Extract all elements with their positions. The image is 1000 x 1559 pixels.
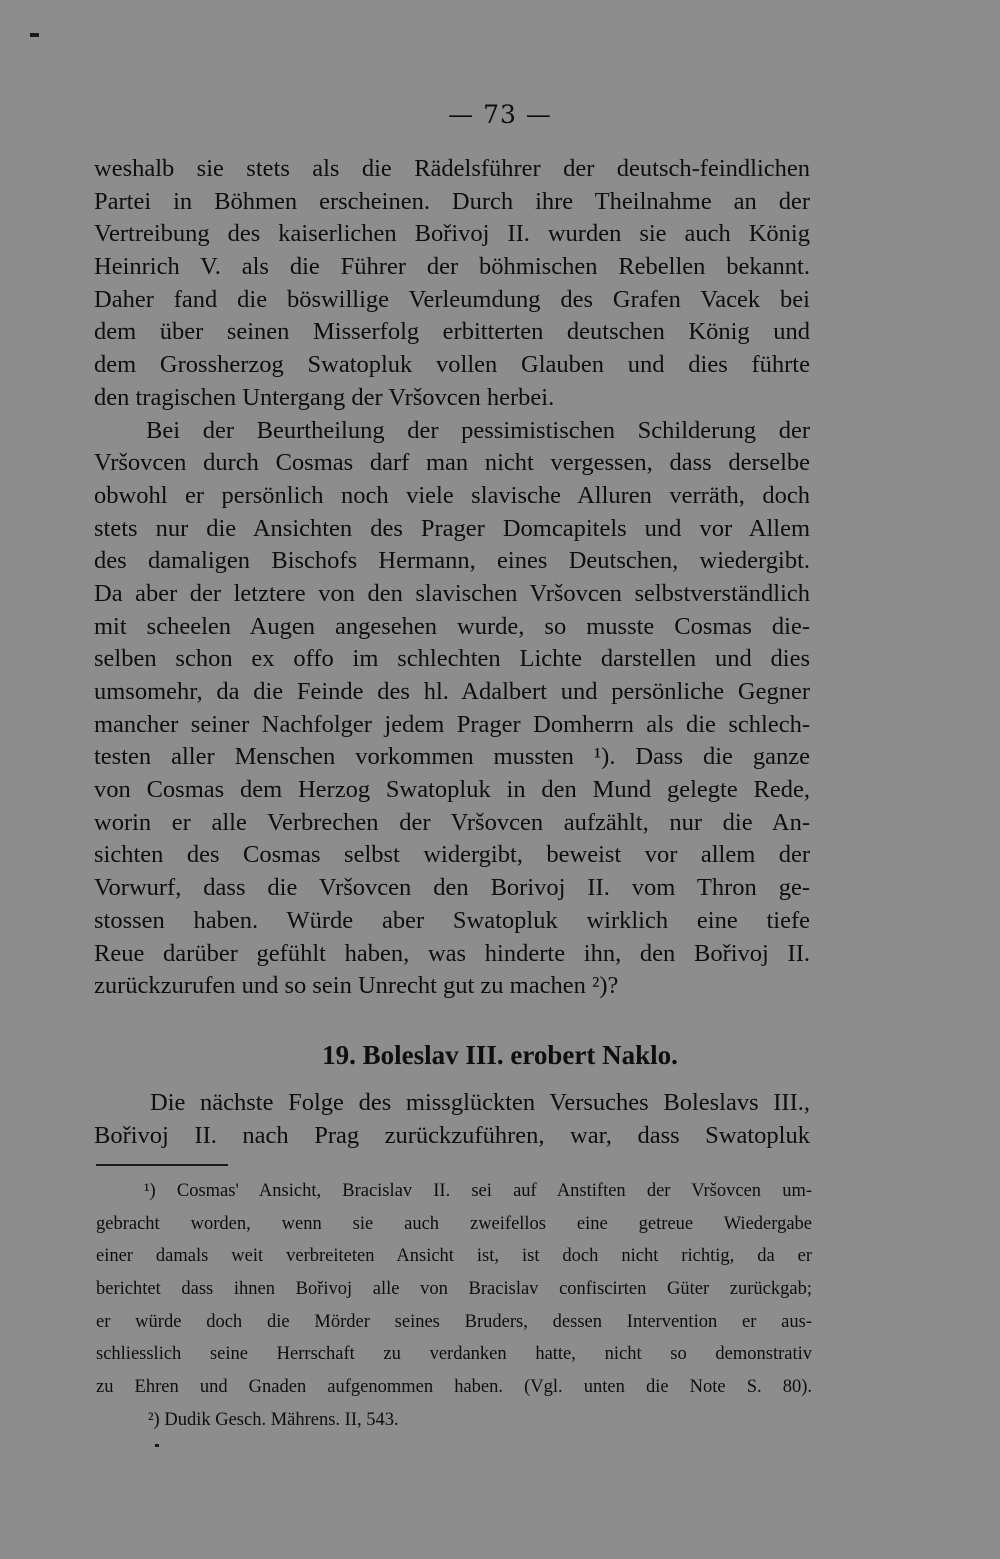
text-line: Reue darüber gefühlt haben, was hinderte ihn, den Bořivoj II. bbox=[94, 939, 810, 967]
page-number: — 73 — bbox=[448, 100, 552, 129]
text-line: Daher fand die böswillige Verleumdung des Grafen Vacek bei bbox=[94, 285, 810, 313]
footnote-divider bbox=[96, 1164, 228, 1166]
footnote-2 bbox=[96, 1407, 812, 1434]
text-line: umsomehr, da die Feinde des hl. Adalbert und persönliche Gegner bbox=[94, 678, 810, 705]
scan-speck bbox=[155, 1444, 159, 1447]
main-text bbox=[94, 153, 810, 1003]
text-line: zurückzurufen und so sein Unrecht gut zu machen ²)? bbox=[94, 972, 619, 1000]
text-line: Vorwurf, dass die Vršovcen den Borivoj II. vom Thron ge- bbox=[94, 874, 810, 902]
footnote-line: zu Ehren und Gnaden aufgenommen haben. (Vgl. unten die Note S. 80). bbox=[96, 1377, 812, 1398]
footnote-line: einer damals weit verbreiteten Ansicht ist, ist doch nicht richtig, da er bbox=[96, 1246, 812, 1267]
footnote-line: ²) Dudik Gesch. Mährens. II, 543. bbox=[148, 1409, 399, 1430]
text-line: Vršovcen durch Cosmas darf man nicht vergessen, dass derselbe bbox=[94, 449, 810, 477]
text-line: weshalb sie stets als die Rädelsführer der deutsch-feindlichen bbox=[94, 155, 810, 182]
footnote-1 bbox=[96, 1178, 812, 1407]
paragraph bbox=[94, 153, 810, 415]
text-line: worin er alle Verbrechen der Vršovcen aufzählt, nur die An- bbox=[94, 808, 810, 836]
text-line: Bořivoj II. nach Prag zurückzuführen, war, dass Swatopluk bbox=[94, 1121, 810, 1149]
text-line: Vertreibung des kaiserlichen Bořivoj II. wurden sie auch König bbox=[94, 220, 810, 248]
text-line: Bei der Beurtheilung der pessimistischen Schilderung der bbox=[146, 416, 810, 444]
footnote-line: er würde doch die Mörder seines Bruders, dessen Intervention er aus- bbox=[96, 1311, 812, 1332]
text-line: Partei in Böhmen erscheinen. Durch ihre Theilnahme an der bbox=[94, 187, 810, 215]
text-line: des damaligen Bischofs Hermann, eines Deutschen, wiedergibt. bbox=[94, 547, 810, 575]
footnote-line: berichtet dass ihnen Bořivoj alle von Bracislav confiscirten Güter zurückgab; bbox=[96, 1279, 812, 1300]
section-heading: 19. Boleslav III. erobert Naklo. bbox=[322, 1040, 678, 1070]
text-line: selben schon ex offo im schlechten Lichte darstellen und dies bbox=[94, 645, 810, 673]
text-line: dem Grossherzog Swatopluk vollen Glauben und dies führte bbox=[94, 351, 810, 379]
text-line: sichten des Cosmas selbst widergibt, beweist vor allem der bbox=[94, 841, 810, 869]
footnote-line: ¹) Cosmas' Ansicht, Bracislav II. sei auf Anstiften der Vršovcen um- bbox=[144, 1181, 812, 1201]
footnote-line: schliesslich seine Herrschaft zu verdanken hatte, nicht so demonstrativ bbox=[96, 1344, 812, 1365]
text-line: stets nur die Ansichten des Prager Domcapitels und vor Allem bbox=[94, 514, 810, 542]
text-line: von Cosmas dem Herzog Swatopluk in den Mund gelegte Rede, bbox=[94, 776, 810, 804]
text-line: Heinrich V. als die Führer der böhmischen Rebellen bekannt. bbox=[94, 253, 810, 281]
text-line: dem über seinen Misserfolg erbitterten deutschen König und bbox=[94, 318, 810, 346]
section-paragraph bbox=[94, 1086, 810, 1151]
paragraph bbox=[94, 415, 810, 1003]
footnote-line: gebracht worden, wenn sie auch zweifellos eine getreue Wiedergabe bbox=[96, 1213, 812, 1234]
text-line: testen aller Menschen vorkommen mussten ¹). Dass die ganze bbox=[94, 743, 810, 771]
text-line: den tragischen Untergang der Vršovcen herbei. bbox=[94, 383, 555, 411]
text-line: mancher seiner Nachfolger jedem Prager Domherrn als die schlech- bbox=[94, 710, 810, 738]
text-line: mit scheelen Augen angesehen wurde, so musste Cosmas die- bbox=[94, 612, 810, 640]
text-line: obwohl er persönlich noch viele slavische Alluren verräth, doch bbox=[94, 481, 810, 509]
scan-speck bbox=[30, 33, 39, 37]
text-line: Die nächste Folge des missglückten Versuches Boleslavs III., bbox=[150, 1089, 810, 1116]
text-line: Da aber der letztere von den slavischen Vršovcen selbstverständlich bbox=[94, 579, 810, 607]
footnotes bbox=[96, 1178, 812, 1434]
text-line: stossen haben. Würde aber Swatopluk wirklich eine tiefe bbox=[94, 906, 810, 934]
